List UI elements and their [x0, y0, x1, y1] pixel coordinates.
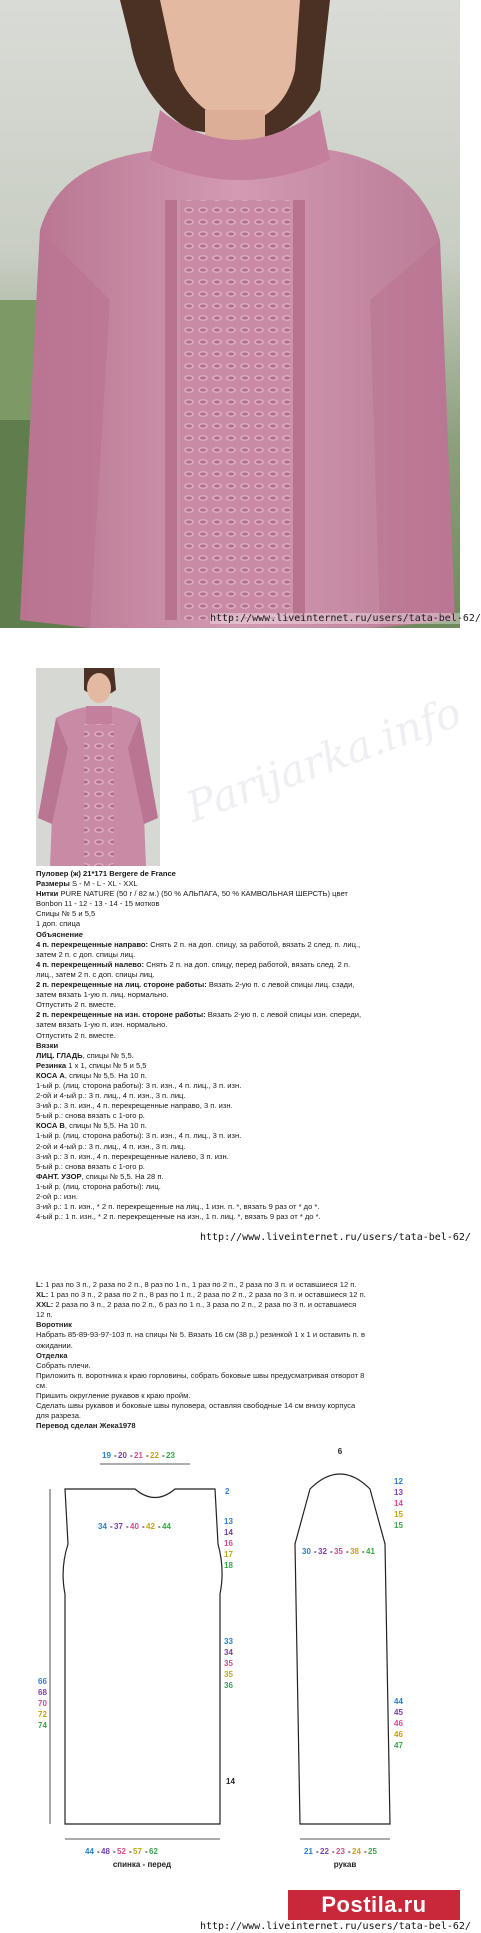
instruction-line: [36, 930, 456, 940]
bottom-measure: 62: [149, 1847, 158, 1856]
instructions-page-2: [0, 1278, 471, 1933]
sleeve-bottom-measure: 22: [320, 1847, 329, 1856]
armhole-measure: 14: [224, 1528, 233, 1537]
shoulder-measure: 2: [225, 1487, 230, 1496]
instruction-line: [36, 940, 456, 950]
bottom-measure: 44: [85, 1847, 94, 1856]
instruction-line: [36, 1051, 456, 1061]
instruction-line-text: Снять 2 п. на доп. спицу, перед работой, вязать след. 2 п.: [144, 959, 351, 969]
instruction-line-text: 5-ый р.: снова вязать с 1-ого р.: [36, 1161, 145, 1171]
instruction-line-text: Bonbon 11 - 12 - 13 - 14 - 15 мотков: [36, 899, 160, 909]
side-measure: 36: [224, 1681, 233, 1690]
sweater-illustration: [0, 0, 460, 628]
instruction2-line: [36, 1341, 456, 1351]
instruction-line: [36, 1000, 456, 1010]
instruction-line-text: Вязать 2-ую п. с левой спицы лиц. сзади,: [206, 980, 355, 990]
instruction2-line-text: 12 п.: [36, 1310, 53, 1320]
instruction-line: [36, 879, 456, 889]
armhole-measure: 18: [224, 1561, 233, 1570]
instruction-line-text: , спицы № 5,5. На 28 п.: [81, 1171, 164, 1181]
instruction-line-text: , спицы № 5,5.: [82, 1050, 134, 1060]
instruction2-line: [36, 1300, 456, 1310]
chest-measure-sep: -: [126, 1522, 129, 1531]
body-outline: [63, 1489, 222, 1824]
bottom-measure: 52: [117, 1847, 126, 1856]
instruction2-line-text: Собрать плечи.: [36, 1360, 91, 1370]
watermark-url[interactable]: http://www.liveinternet.ru/users/tata-bel-62/: [200, 1232, 471, 1243]
neck-measure: 19: [102, 1451, 111, 1460]
sweater-photo: [0, 0, 481, 628]
instruction-line-text: 4-ый р.: 1 п. изн., * 2 п. перекрещенные на изн., 1 п. лиц. *, вязать 9 раз от * до *.: [36, 1212, 321, 1222]
instruction-line-heading: Нитки: [36, 889, 59, 899]
instruction-line-text: 5-ый р.: снова вязать с 1-ого р.: [36, 1111, 145, 1121]
chest-measure: 40: [130, 1522, 139, 1531]
chest-measure-sep: -: [110, 1522, 113, 1531]
instruction-line-heading: ФАНТ. УЗОР: [36, 1171, 82, 1181]
instruction2-line: [36, 1381, 456, 1391]
neck-measure-sep: -: [130, 1451, 133, 1460]
instruction-line-text: 3-ий р.: 3 п. изн., 4 п. перекрещенные налево, 3 п. изн.: [36, 1151, 229, 1161]
bottom-measure-sep: -: [97, 1847, 100, 1856]
instruction-line-text: 1 х 1, спицы № 5 и 5,5: [66, 1060, 147, 1070]
watermark-url[interactable]: http://www.liveinternet.ru/users/tata-bel-62/: [210, 613, 481, 624]
sleeve-bottom-measure: 25: [368, 1847, 377, 1856]
sleeve-width-measure: 32: [318, 1547, 327, 1556]
instruction2-line-text: 1 раз по 3 п., 2 раза по 2 п., 8 раз по 1 п., 1 раз по 2 п., 2 раза по 3 п. и оставшиеся 12 п.: [43, 1280, 357, 1289]
sleeve-width-measure: 41: [366, 1547, 375, 1556]
sleeve-cap-measure: 14: [394, 1499, 403, 1508]
sleeve-bottom-measure-sep: -: [332, 1847, 335, 1856]
instruction2-line: [36, 1421, 456, 1431]
instruction-line: [36, 1031, 456, 1041]
sleeve-width-measure-sep: -: [330, 1547, 333, 1556]
instruction2-line-heading: Перевод сделан Жека1978: [36, 1421, 136, 1431]
instruction2-line: [36, 1391, 456, 1401]
instruction-line-text: Отпустить 2 п. вместе.: [36, 1000, 116, 1010]
bottom-measure: 48: [101, 1847, 110, 1856]
sleeve-length-measure: 46: [394, 1730, 403, 1739]
sleeve-width-measure: 30: [302, 1547, 311, 1556]
instruction2-line-heading: Воротник: [36, 1320, 72, 1330]
instruction2-line-text: Пришить округление рукавов к краю пройм.: [36, 1391, 191, 1401]
instruction-line: [36, 980, 456, 990]
instruction-line: [36, 1152, 456, 1162]
instruction2-line-heading: Отделка: [36, 1350, 68, 1360]
instruction-line-text: , спицы № 5,5. На 10 п.: [64, 1121, 147, 1131]
chest-measure: 34: [98, 1522, 107, 1531]
sleeve-bottom-measure: 23: [336, 1847, 345, 1856]
instruction-line-text: Спицы № 5 и 5,5: [36, 909, 96, 919]
instruction-line: [36, 1061, 456, 1071]
chest-measure-sep: -: [142, 1522, 145, 1531]
instruction2-line: [36, 1361, 456, 1371]
instruction-line-heading: 4 п. перекрещенный налево:: [36, 959, 145, 969]
neck-measure: 23: [166, 1451, 175, 1460]
instruction-line-text: 3-ий р.: 3 п. изн., 4 п. перекрещенные направо, 3 п. изн.: [36, 1101, 233, 1111]
instruction-line: [36, 889, 456, 899]
instructions-page-1: [0, 628, 471, 1278]
instruction-line: [36, 990, 456, 1000]
sleeve-bottom-measure: 21: [304, 1847, 313, 1856]
sleeve-width-measure: 35: [334, 1547, 343, 1556]
instruction2-line: [36, 1401, 456, 1411]
instruction2-line: [36, 1351, 456, 1361]
instruction2-line-text: Набрать 85-89-93-97-103 п. на спицы № 5. Вязать 16 см (38 р.) резинкой 1 х 1 и оставить п. в: [36, 1330, 366, 1340]
instruction-line: [36, 1020, 456, 1030]
instruction-line-text: 2-ой р.: изн.: [36, 1192, 78, 1201]
instruction-line-heading: Резинка: [36, 1060, 67, 1070]
instruction-line-heading: 2 п. перекрещенные на лиц. стороне работы:: [36, 980, 207, 990]
bottom-measure: 57: [133, 1847, 142, 1856]
sleeve-top-measure: 6: [337, 1447, 343, 1456]
instruction2-line: [36, 1330, 456, 1340]
watermark-url[interactable]: http://www.liveinternet.ru/users/tata-bel-62/: [200, 1921, 471, 1932]
neck-measure-sep: -: [114, 1451, 117, 1460]
instruction-line-text: S - M - L - XL - XXL: [69, 879, 138, 889]
background-logo: Parijarka.info: [179, 687, 468, 832]
instruction-line-text: затем вязать 1-ую п. изн. нормально.: [36, 1020, 168, 1030]
instruction-line: [36, 1131, 456, 1141]
bottom-measure-sep: -: [145, 1847, 148, 1856]
instruction-line-text: лиц., затем 2 п. с доп. спицы лиц.: [36, 969, 155, 979]
armhole-measure: 13: [224, 1517, 233, 1526]
instruction-line: [36, 1111, 456, 1121]
side-measure: 34: [224, 1648, 233, 1657]
instruction2-line-text: 2 раза по 3 п., 2 раза по 2 п., 6 раз по 1 п., 3 раза по 2 п., 2 раза по 3 п. и оставшиеся: [53, 1300, 357, 1310]
instruction2-line-heading: XL:: [36, 1290, 49, 1300]
instruction-line-text: 2-ой и 4-ый р.: 3 п. лиц., 4 п. изн., 3 п. лиц.: [36, 1141, 186, 1151]
instruction2-line-text: Приложить п. воротника к краю горловины, собрать боковые швы предусматривая отворот 8: [36, 1370, 365, 1380]
sleeve-cap-measure: 15: [394, 1510, 403, 1519]
small-sweater-illustration: [36, 668, 160, 866]
instruction-line: [36, 1071, 456, 1081]
instruction-line: [36, 1121, 456, 1131]
instruction2-line: [36, 1320, 456, 1330]
instructions-text: [36, 869, 456, 1222]
instruction2-line: [36, 1411, 456, 1421]
instruction-line: [36, 899, 456, 909]
instruction-line-text: PURE NATURE (50 г / 82 м.) (50 % АЛЬПАГА, 50 % КАМВОЛЬНАЯ ШЕРСТЬ) цвет: [58, 889, 348, 899]
instruction-line-heading: КОСА В: [36, 1121, 65, 1131]
instruction2-line-text: см.: [36, 1380, 48, 1390]
instruction-line: [36, 1091, 456, 1101]
sleeve-length-measure: 47: [394, 1741, 403, 1750]
instruction-line-text: 1-ый р. (лиц. сторона работы): 3 п. изн., 4 п. лиц., 3 п. изн.: [36, 1131, 242, 1141]
sleeve-bottom-measure-sep: -: [364, 1847, 367, 1856]
instruction2-line-text: ожидании.: [36, 1340, 73, 1350]
instruction2-line: [36, 1371, 456, 1381]
instruction-line-heading: КОСА А: [36, 1070, 65, 1080]
instruction-line: [36, 1172, 456, 1182]
sleeve-cap-measure: 13: [394, 1488, 403, 1497]
chest-measure: 37: [114, 1522, 123, 1531]
instruction2-line-text: Сделать швы рукавов и боковые швы пуловера, оставляя свободные 14 см внизу корпуса: [36, 1401, 356, 1411]
sleeve-caption: рукав: [333, 1860, 357, 1869]
instruction-line-text: затем вязать 1-ую п. лиц. нормально.: [36, 990, 169, 1000]
instruction-line: [36, 1142, 456, 1152]
sleeve-width-measure-sep: -: [346, 1547, 349, 1556]
neck-measure-sep: -: [146, 1451, 149, 1460]
length-measure: 74: [38, 1721, 47, 1730]
small-sweater-photo: [36, 668, 160, 866]
sleeve-outline: [295, 1474, 390, 1824]
sleeve-bottom-measure-sep: -: [316, 1847, 319, 1856]
postila-logo[interactable]: Postila.ru: [288, 1890, 460, 1920]
instruction-line: [36, 960, 456, 970]
instruction-line-heading: 2 п. перекрещенные на изн. стороне работы:: [36, 1010, 206, 1020]
sleeve-length-measure: 46: [394, 1719, 403, 1728]
instruction-line-text: Отпустить 2 п. вместе.: [36, 1030, 116, 1040]
neck-measure-sep: -: [162, 1451, 165, 1460]
instruction2-line: [36, 1310, 456, 1320]
side-measure: 35: [224, 1659, 233, 1668]
instruction2-line-heading: XXL:: [36, 1300, 54, 1310]
sleeve-width-measure-sep: -: [314, 1547, 317, 1556]
sleeve-length-measure: 45: [394, 1708, 403, 1717]
neck-measure: 22: [150, 1451, 159, 1460]
length-measure: 66: [38, 1677, 47, 1686]
instruction-lines: [36, 879, 456, 1222]
instruction-line: [36, 1212, 456, 1222]
instruction-line-heading: Объяснение: [36, 929, 83, 939]
armhole-measure: 16: [224, 1539, 233, 1548]
diagram-labels: [38, 1447, 403, 1869]
instruction-line: [36, 919, 456, 929]
sleeve-width-measure: 38: [350, 1547, 359, 1556]
instruction-line-text: 3-ий р.: 1 п. изн., * 2 п. перекрещенные на лиц., 1 изн. п. *, вязать 9 раз от * до *.: [36, 1202, 320, 1212]
length-measure: 68: [38, 1688, 47, 1697]
sleeve-width-measure-sep: -: [362, 1547, 365, 1556]
instructions-text-2: [36, 1280, 456, 1431]
instruction2-line: [36, 1290, 456, 1300]
bottom-measure-sep: -: [113, 1847, 116, 1856]
sleeve-cap-measure: 15: [394, 1521, 403, 1530]
instruction-line-text: , спицы № 5,5. На 10 п.: [64, 1070, 147, 1080]
side-measure: 33: [224, 1637, 233, 1646]
body-caption: спинка - перед: [112, 1860, 172, 1869]
length-measure: 70: [38, 1699, 47, 1708]
instruction-line: [36, 1182, 456, 1192]
instruction-line-heading: ЛИЦ. ГЛАДЬ: [36, 1050, 83, 1060]
instruction2-line-text: для разреза.: [36, 1411, 82, 1421]
instruction-line: [36, 1010, 456, 1020]
chest-measure: 44: [162, 1522, 171, 1531]
chest-measure: 42: [146, 1522, 155, 1531]
instruction-line-text: Снять 2 п. на доп. спицу, за работой, вязать 2 след. п. лиц.,: [148, 939, 361, 949]
sleeve-length-measure: 44: [394, 1697, 403, 1706]
neck-measure: 21: [134, 1451, 143, 1460]
instruction2-line-text: 1 раз по 3 п., 2 раза по 2 п., 8 раз по 1 п., 2 раза по 2 п., 2 раза по 3 п. и оставшиеся 12 п.: [48, 1290, 366, 1300]
instruction-line: [36, 1101, 456, 1111]
instruction-line: [36, 909, 456, 919]
chest-measure-sep: -: [158, 1522, 161, 1531]
neck-measure: 20: [118, 1451, 127, 1460]
instruction-line: [36, 1162, 456, 1172]
instruction-line-heading: Размеры: [36, 879, 70, 889]
sleeve-bottom-measure-sep: -: [348, 1847, 351, 1856]
instruction-line-text: 1-ый р. (лиц. сторона работы): лиц.: [36, 1181, 161, 1191]
instruction-line-text: 2-ой и 4-ый р.: 3 п. лиц., 4 п. изн., 3 п. лиц.: [36, 1091, 186, 1101]
length-measure: 72: [38, 1710, 47, 1719]
armhole-measure: 17: [224, 1550, 233, 1559]
slit-measure: 14: [226, 1777, 235, 1786]
instruction-line-text: Вязать 2-ую п. с левой спицы изн. спереди,: [205, 1010, 362, 1020]
side-measure: 35: [224, 1670, 233, 1679]
instruction-lines-2: [36, 1280, 456, 1431]
schematic-diagram: [40, 1444, 440, 1884]
instruction2-line: [36, 1280, 456, 1290]
sleeve-cap-measure: 12: [394, 1477, 403, 1486]
instruction-line: [36, 1192, 456, 1202]
instruction-line: [36, 1202, 456, 1212]
instruction-line-text: затем 2 п. с доп. спицы лиц.: [36, 949, 136, 959]
instruction-line: [36, 970, 456, 980]
instruction-line-text: 1-ый р. (лиц. сторона работы): 3 п. изн., 4 п. лиц., 3 п. изн.: [36, 1080, 242, 1090]
instruction-line: [36, 1081, 456, 1091]
instruction-line-heading: 4 п. перекрещенные направо:: [36, 939, 149, 949]
bottom-measure-sep: -: [129, 1847, 132, 1856]
instruction2-line-heading: L:: [36, 1280, 44, 1289]
instruction-line: [36, 1041, 456, 1051]
instruction-line-heading: Вязки: [36, 1040, 59, 1050]
pattern-title: Пуловер (ж) 21*171 Bergere de France: [36, 869, 176, 878]
instruction-line-text: 1 доп. спица: [36, 919, 81, 929]
sleeve-bottom-measure: 24: [352, 1847, 361, 1856]
instruction-line: [36, 950, 456, 960]
